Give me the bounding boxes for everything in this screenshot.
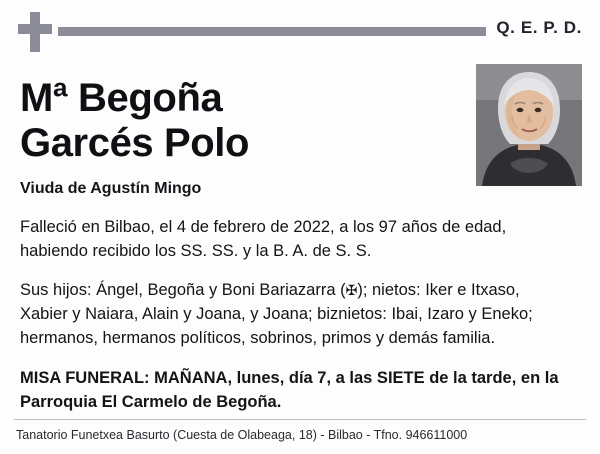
notice-header xyxy=(0,0,600,62)
relation-label: Viuda de Agustín Mingo xyxy=(20,179,202,197)
cross-horizontal-bar xyxy=(18,24,52,34)
page-title xyxy=(20,76,440,166)
family-paragraph xyxy=(20,279,568,351)
family-text-part-1: Sus hijos: Ángel, Begoña y Boni Bariazarra ( xyxy=(20,281,346,300)
name-line-1: Mª Begoña xyxy=(20,76,223,120)
name-line-2: Garcés Polo xyxy=(20,120,250,165)
cross-icon xyxy=(18,12,52,52)
qepd-label: Q. E. P. D. xyxy=(486,18,586,38)
death-notice-paragraph: Falleció en Bilbao, el 4 de febrero de 2022, a los 97 años de edad, habiendo recibido los SS. SS. y la B. A. de S. S. xyxy=(20,217,507,260)
funeral-home-info: Tanatorio Funetxea Basurto (Cuesta de Olabeaga, 18) - Bilbao - Tfno. 946611000 xyxy=(16,428,468,442)
name-block xyxy=(0,62,600,166)
footer-divider xyxy=(14,419,586,420)
dagger-icon: ✠ xyxy=(345,282,358,299)
funeral-service-paragraph: MISA FUNERAL: MAÑANA, lunes, día 7, a las SIETE de la tarde, en la Parroquia El Carmelo de Begoña. xyxy=(20,369,559,412)
family-text-part-2: ); nietos: Iker e Itxaso, Xabier y Naiara, Alain y Joana, y Joana; biznietos: Ibai, Izaro y Eneko; hermanos, hermanos políticos, sobrinos, primos y demás familia. xyxy=(20,281,533,348)
